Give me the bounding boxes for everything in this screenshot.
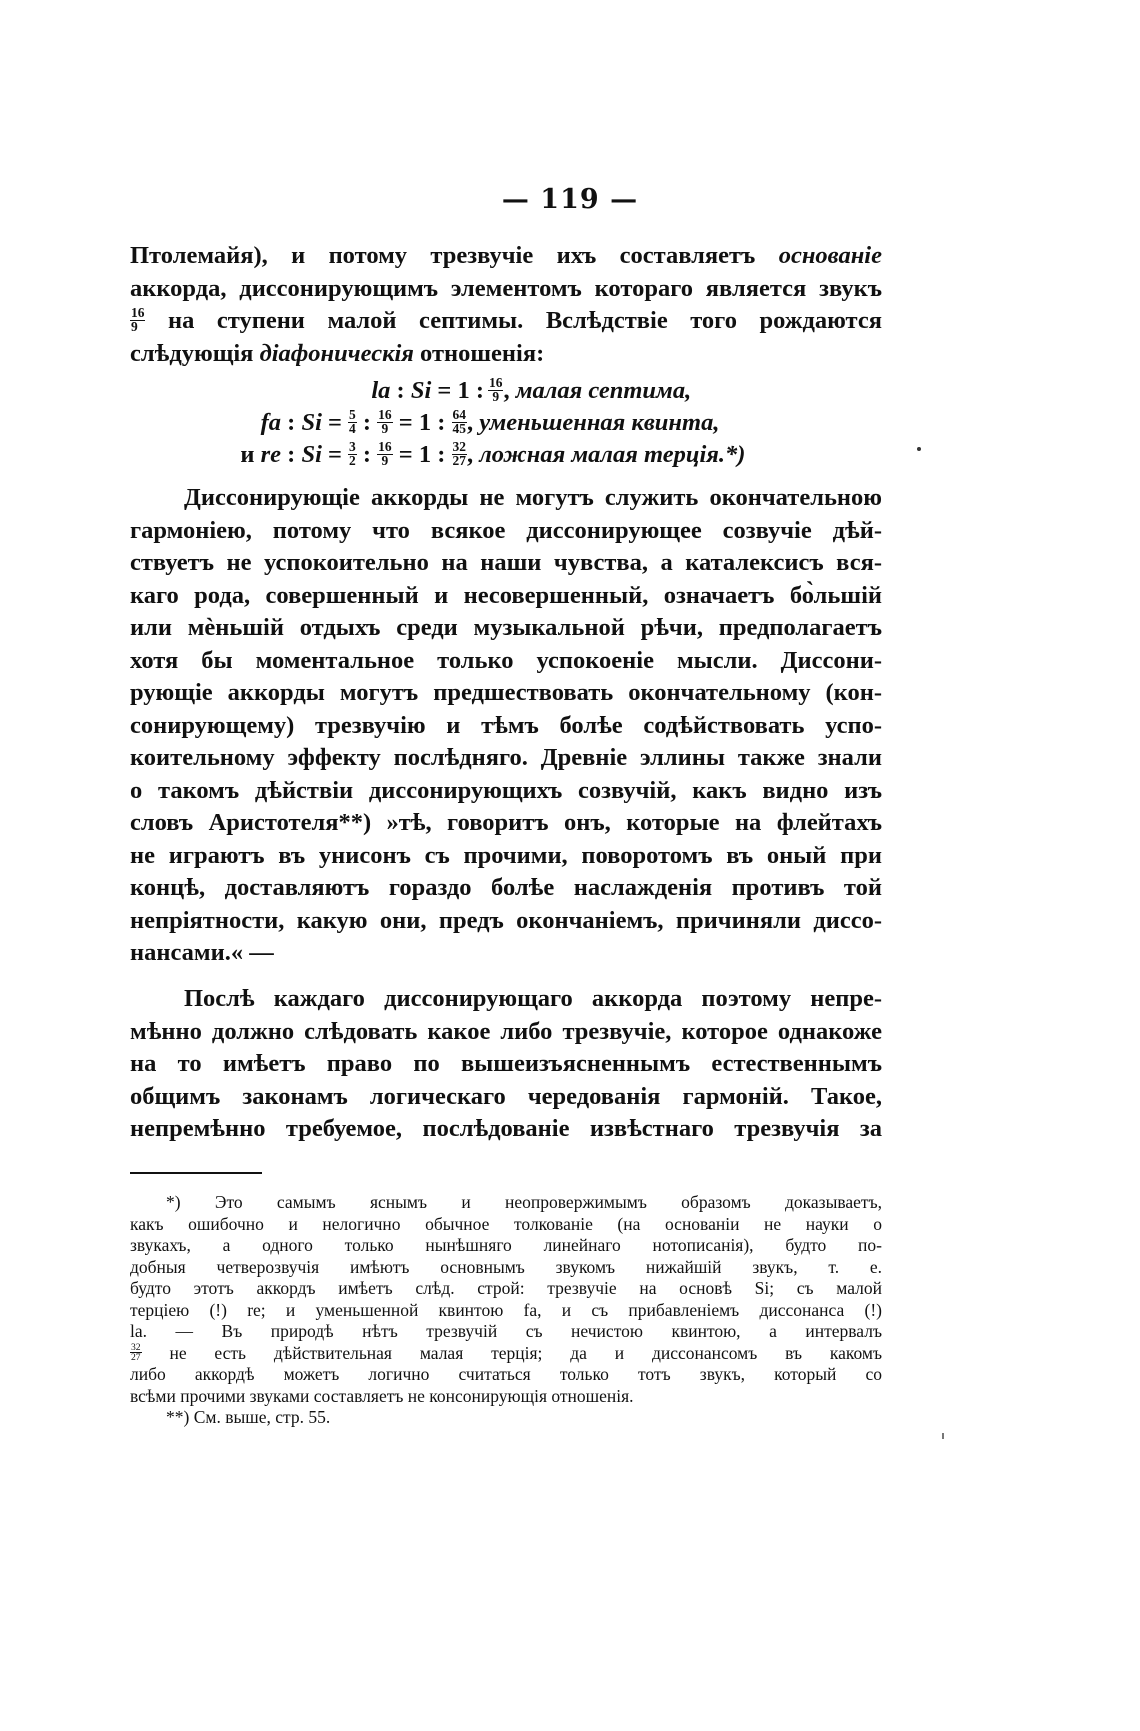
p2-line-1: Диссонирующіе аккорды не могутъ служить окончательною (184, 484, 882, 511)
paragraph-dissonance (130, 482, 882, 970)
interval-formulas (130, 375, 882, 471)
p2-line-2: гармоніею, потому что всякое диссонирующее созвучіе дѣй- (130, 516, 882, 544)
p2-line-11: словъ Аристотеля**) »тѣ, говоритъ онъ, которые на флейтахъ (130, 809, 882, 836)
p3-line-3: на то имѣетъ право по вышеизъясненнымъ естественнымъ (130, 1050, 882, 1077)
footnote-separator (130, 1172, 262, 1174)
p2-line-7: рующіе аккорды могутъ предшествовать окончательному (кон- (130, 679, 882, 706)
emph-osnovanie: основаніе (778, 242, 882, 269)
p2-line-12: не играютъ въ унисонъ съ прочими, поворотомъ въ оный при (130, 841, 882, 869)
footnote-2: **) См. выше, стр. 55. (166, 1407, 331, 1427)
p2-line-14: непріятности, какую они, предъ окончаніемъ, причиняли диссо- (130, 906, 882, 934)
page-number: — 119 — (501, 184, 639, 215)
fn1-line-5: будто этотъ аккордъ имѣетъ слѣд. строй: трезвучіе на основѣ Si; съ малой (130, 1278, 882, 1298)
p3-line-5: непремѣнно требуемое, послѣдованіе извѣстнаго трезвучія за (130, 1115, 882, 1142)
p2-line-8: сонирующему) трезвучію и тѣмъ болѣе содѣйствовать успо- (130, 711, 882, 739)
p2-line-5: или мѐньшій отдыхъ среди музыкальной рѣчи, предполагаетъ (130, 614, 882, 641)
intro-line-3: $\frac{16}{9}$ на ступени малой септимы. Вслѣдствіе того рождаются (131, 304, 882, 334)
formula-row-re: и re : Si = $\frac{3}{2}$ : $\frac{16}{9}$ = 1 : $\frac{32}{27}$ , ложная малая терція.*) (240, 438, 746, 468)
p2-line-9: коительному эффекту послѣдняго. Древніе эллины также знали (130, 744, 882, 771)
emph-diafonicheskiya: діафоническія (259, 339, 414, 367)
fn1-line-3: звукахъ, а одного только нынѣшняго линейнаго нотописанія), будто по- (130, 1235, 882, 1255)
fn1-line-9: либо аккордѣ можетъ логично считаться только тотъ звукъ, который со (130, 1364, 882, 1384)
ink-dot (917, 447, 921, 451)
paragraph-intro (130, 240, 882, 370)
paragraph-resolution (130, 983, 882, 1146)
fn1-line-2: какъ ошибочно и нелогично обычное толкованіе (на основаніи не науки о (130, 1213, 882, 1234)
intro-line-2: аккорда, диссонирующимъ элементомъ котораго является звукъ (130, 274, 882, 302)
fraction-32-27: $\frac{32}{27}$ (131, 1342, 141, 1364)
intro-line-1: Птолемайя), и потому трезвучіе ихъ составляетъ основаніе (130, 242, 882, 269)
footnotes (130, 1192, 882, 1429)
fn1-line-8: $\frac{32}{27}$ не есть дѣйствительная малая терція; да и диссонансомъ въ какомъ (131, 1342, 883, 1364)
p2-line-4: каго рода, совершенный и несовершенный, означаетъ бо̀льшій (130, 581, 882, 609)
fn1-line-7: la. — Въ природѣ нѣтъ трезвучій съ нечистою квинтою, а интервалъ (130, 1321, 882, 1341)
p2-line-15: нансами.« — (130, 939, 274, 966)
fn1-line-4: добныя четверозвучія имѣютъ основнымъ звукомъ нижайшій звукъ, т. е. (130, 1256, 882, 1277)
formula-row-la: la : Si = 1 : $\frac{16}{9}$ , малая септима, (371, 374, 692, 404)
p3-line-2: мѣнно должно слѣдовать какое либо трезвучіе, которое однакоже (130, 1017, 882, 1045)
p2-line-10: о такомъ дѣйствіи диссонирующихъ созвучій, какъ видно изъ (130, 776, 882, 804)
p2-line-3: ствуетъ не успокоительно на наши чувства, а каталексисъ вся- (130, 549, 882, 576)
p3-line-4: общимъ законамъ логическаго чередованія гармоній. Такое, (130, 1082, 882, 1110)
ink-speck (942, 1433, 944, 1439)
fn1-line-10: всѣми прочими звуками составляетъ не консонирующія отношенія. (130, 1385, 634, 1406)
fn1-line-1: *) Это самымъ яснымъ и неопровержимымъ образомъ доказываетъ, (166, 1192, 882, 1212)
fn1-line-6: терціею (!) re; и уменьшенной квинтою fa, и съ прибавленіемъ диссонанса (!) (130, 1299, 882, 1320)
p2-line-6: хотя бы моментальное только успокоеніе мысли. Диссони- (130, 646, 882, 674)
intro-line-4: слѣдующія діафоническія отношенія: (130, 339, 545, 367)
fraction-16-9: $\frac{16}{9}$ (131, 304, 145, 334)
p3-line-1: Послѣ каждаго диссонирующаго аккорда поэтому непре- (184, 985, 882, 1012)
formula-row-fa: fa : Si = $\frac{5}{4}$ : $\frac{16}{9}$ = 1 : $\frac{64}{45}$ , уменьшенная квинта, (260, 406, 720, 436)
p2-line-13: концѣ, доставляютъ гораздо болѣе наслажденія противъ той (130, 874, 882, 901)
